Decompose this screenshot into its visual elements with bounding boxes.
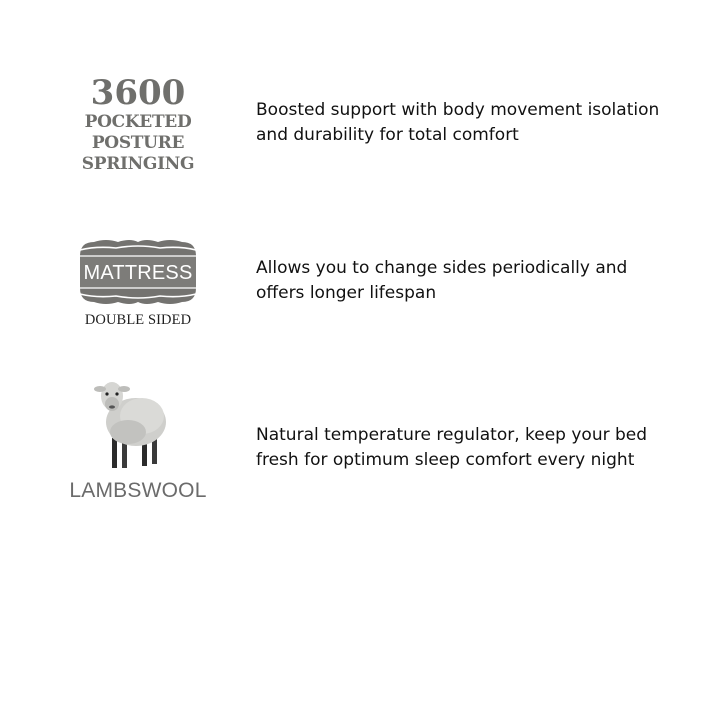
description-line: and durability for total comfort [256, 125, 519, 145]
description-line: offers longer lifespan [256, 283, 437, 303]
description-line: Natural temperature regulator, keep your bed [256, 425, 648, 445]
description-line: fresh for optimum sleep comfort every night [256, 450, 635, 470]
sheep-icon [92, 376, 172, 472]
lambswool-description [256, 423, 696, 473]
badge-line-posture: POSTURE [91, 133, 185, 153]
springs-description [256, 98, 696, 148]
double-sided-label: DOUBLE SIDED [84, 312, 192, 328]
spring-count: 3600 [90, 73, 186, 113]
lambswool-label: LAMBSWOOL [69, 479, 207, 502]
description-line: Allows you to change sides periodically and [256, 258, 628, 278]
mattress-label: MATTRESS [83, 262, 193, 284]
pocketed-springs-badge [60, 74, 216, 175]
double-sided-description [256, 256, 696, 306]
badge-line-springing: SPRINGING [81, 154, 195, 174]
badge-line-pocketed: POCKETED [84, 112, 192, 132]
description-line: Boosted support with body movement isolation [256, 100, 660, 120]
